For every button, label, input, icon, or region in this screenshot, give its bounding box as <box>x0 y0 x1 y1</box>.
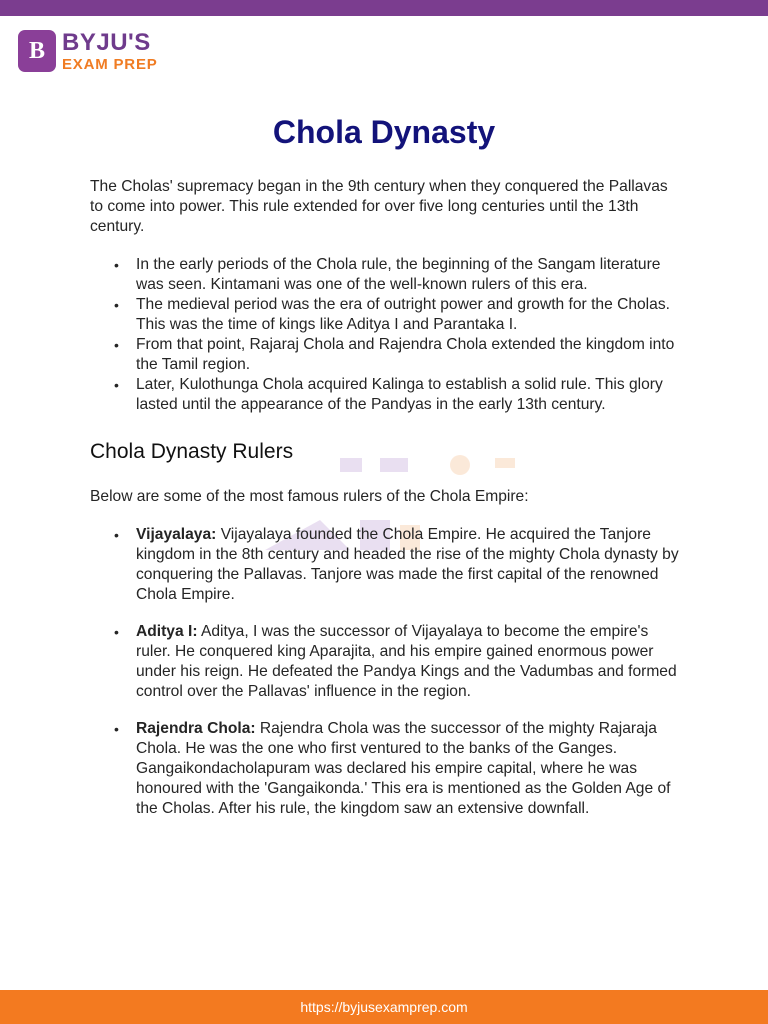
rulers-list <box>90 525 680 819</box>
list-item: • In the early periods of the Chola rule, the beginning of the Sangam literature was seen. Kintamani was one of the well-known rulers of this era. <box>136 255 680 295</box>
intro-paragraph: The Cholas' supremacy began in the 9th century when they conquered the Pallavas to come into power. This rule extended for over five long centuries until the 13th century. <box>90 178 668 235</box>
footer-bar <box>0 990 768 1024</box>
document-body <box>90 177 680 836</box>
logo-subtitle: EXAM PREP <box>62 55 158 73</box>
logo-icon <box>18 30 56 72</box>
byjus-exam-prep-logo[interactable] <box>18 30 158 72</box>
top-accent-bar <box>0 0 768 16</box>
overview-list <box>90 255 680 415</box>
list-item: • From that point, Rajaraj Chola and Rajendra Chola extended the kingdom into the Tamil region. <box>136 335 680 375</box>
section-heading: Chola Dynasty Rulers <box>90 440 294 463</box>
ruler-name: Aditya I: <box>136 623 198 640</box>
ruler-description: Vijayalaya founded the Chola Empire. He acquired the Tanjore kingdom in the 8th century and headed the rise of the mighty Chola dynasty by conquering the Pallavas. Tanjore was made the first capital of the renowned Chola Empire. <box>136 526 679 603</box>
ruler-item <box>136 719 680 819</box>
ruler-description: Aditya, I was the successor of Vijayalaya to become the empire's ruler. He conquered king Aparajita, and his empire gained enormous power under his reign. He defeated the Pandya Kings and the Vadumbas and formed control over the Pallavas' influence in the region. <box>136 623 677 700</box>
ruler-name: Rajendra Chola: <box>136 720 256 737</box>
list-item: • Later, Kulothunga Chola acquired Kalinga to establish a solid rule. This glory lasted until the appearance of the Pandyas in the early 13th century. <box>136 375 680 415</box>
footer-url-link[interactable]: https://byjusexamprep.com <box>300 999 468 1015</box>
logo-brand: BYJU'S <box>62 28 151 56</box>
ruler-description: Rajendra Chola was the successor of the mighty Rajaraja Chola. He was the one who first ventured to the banks of the Ganges. Gangaikondacholapuram was declared his empire capital, where he was honoured with the 'Gangaikonda.' This era is mentioned as the Golden Age of the Cholas. After his rule, the kingdom saw an extensive downfall. <box>136 720 671 817</box>
page-title: Chola Dynasty <box>272 114 496 150</box>
ruler-item <box>136 622 680 702</box>
section-intro: Below are some of the most famous rulers of the Chola Empire: <box>90 488 529 505</box>
logo-mark-letter: B <box>28 37 45 64</box>
list-item: • The medieval period was the era of outright power and growth for the Cholas. This was the time of kings like Aditya I and Parantaka I. <box>136 295 680 335</box>
logo-text <box>62 28 158 73</box>
ruler-item <box>136 525 680 605</box>
ruler-name: Vijayalaya: <box>136 526 217 543</box>
